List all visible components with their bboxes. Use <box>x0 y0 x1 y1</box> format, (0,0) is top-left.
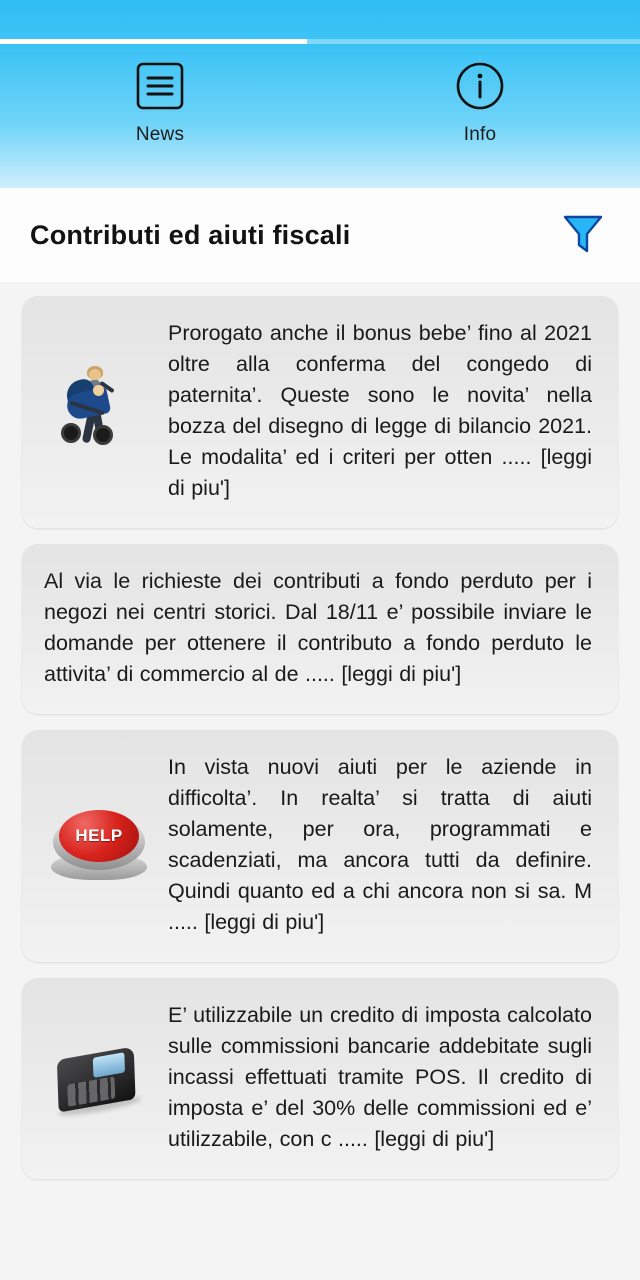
pos-terminal-icon <box>44 1026 154 1130</box>
news-list[interactable] <box>0 282 640 1280</box>
page-load-progress-fill <box>0 39 307 44</box>
top-navigation <box>0 44 640 188</box>
stroller-icon <box>44 359 154 463</box>
tab-info[interactable] <box>320 60 640 146</box>
help-button-icon <box>44 793 154 897</box>
filter-button[interactable] <box>556 209 610 261</box>
list-item[interactable] <box>22 544 618 714</box>
tab-news[interactable] <box>0 60 320 146</box>
page-load-progress-track <box>0 39 640 44</box>
page-header <box>0 188 640 282</box>
tab-info-label: Info <box>463 124 497 145</box>
list-item-text: Prorogato anche il bonus bebe’ fino al 2021 oltre alla conferma del congedo di paternita’. Queste sono le novita’ nella bozza del disegno di legge di bilancio 2021. Le modalita’ ed i criteri per otten ..... [leggi di piu'] <box>168 321 592 500</box>
help-button-label: HELP <box>75 826 123 845</box>
list-item-text: Al via le richieste dei contributi a fondo perduto per i negozi nei centri storici. Dal 18/11 e’ possibile inviare le domande per ottenere il contributo a fondo perduto le attivita’ di commercio al de ..... [leggi di piu'] <box>44 569 592 686</box>
list-item[interactable] <box>22 978 618 1179</box>
info-circle-icon[interactable] <box>454 60 506 112</box>
hamburger-menu-icon[interactable] <box>134 60 186 112</box>
list-item-text: E’ utilizzabile un credito di imposta calcolato sulle commissioni bancarie addebitate sugli incassi effettuati tramite POS. Il credito di imposta e’ del 30% delle commissioni ed e’ utilizzabile, con c ..... [leggi di piu'] <box>168 1003 592 1151</box>
list-item-text: In vista nuovi aiuti per le aziende in difficolta’. In realta’ si tratta di aiuti solamente, per ora, programmati e scadenziati, ma ancora tutti da definire. Quindi quanto ed a chi ancora non si sa. M ..... [leggi di piu'] <box>168 755 592 934</box>
status-bar <box>0 0 640 44</box>
funnel-filter-icon <box>559 209 607 262</box>
tab-news-label: News <box>135 124 185 145</box>
list-item[interactable] <box>22 296 618 528</box>
list-item[interactable] <box>22 730 618 962</box>
page-title: Contributi ed aiuti fiscali <box>30 219 351 250</box>
